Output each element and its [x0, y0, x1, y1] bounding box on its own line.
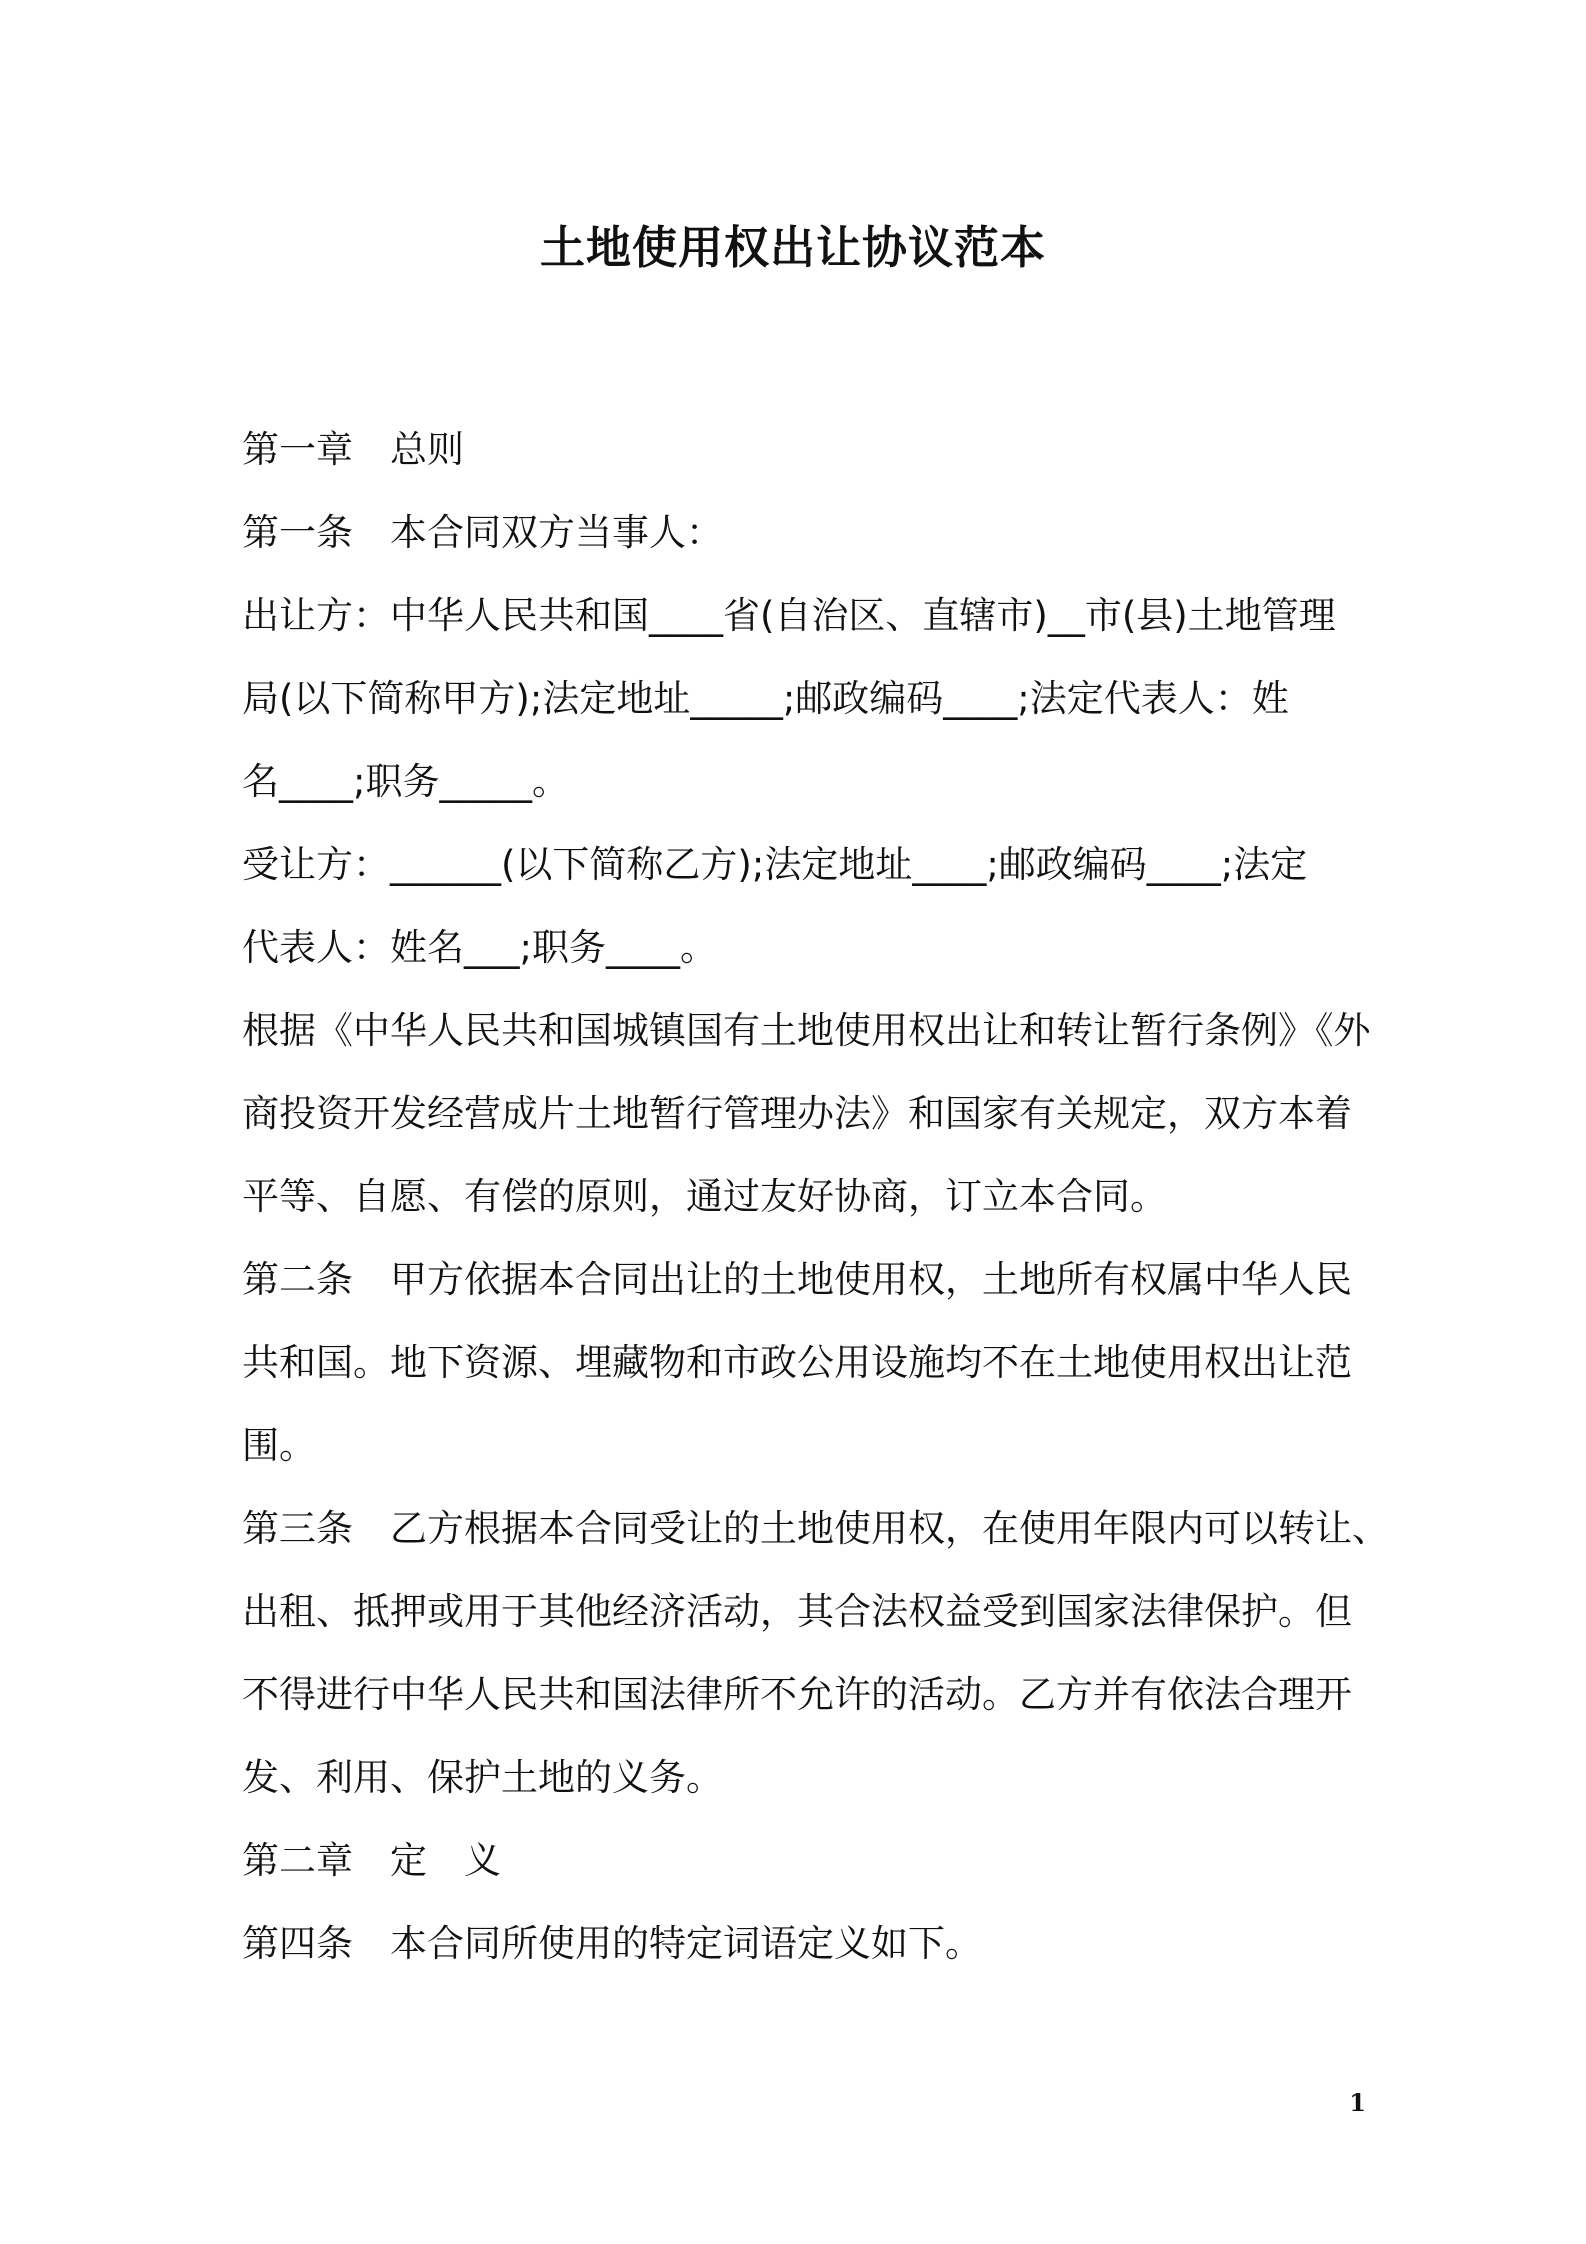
article-2-line-1: 第二条 甲方依据本合同出让的土地使用权，土地所有权属中华人民 — [242, 1258, 1352, 1301]
article-1-heading: 第一条 本合同双方当事人： — [242, 511, 723, 554]
document-title: 土地使用权出让协议范本 — [539, 221, 1046, 274]
document-body — [242, 408, 1389, 1985]
article-4-heading: 第四条 本合同所使用的特定词语定义如下。 — [242, 1922, 982, 1965]
transferor-line-3: 名____;职务_____。 — [242, 760, 569, 803]
article-3-line-1: 第三条 乙方根据本合同受让的土地使用权，在使用年限内可以转让、 — [242, 1507, 1389, 1550]
basis-line-1: 根据《中华人民共和国城镇国有土地使用权出让和转让暂行条例》《外 — [242, 1009, 1371, 1052]
transferee-line-1: 受让方：______(以下简称乙方);法定地址____;邮政编码____;法定 — [242, 843, 1308, 886]
transferor-line-2: 局(以下简称甲方);法定地址_____;邮政编码____;法定代表人：姓 — [242, 677, 1289, 720]
article-2-line-3: 围。 — [242, 1424, 316, 1467]
basis-line-3: 平等、自愿、有偿的原则，通过友好协商，订立本合同。 — [242, 1175, 1167, 1218]
transferor-line-1: 出让方：中华人民共和国____省(自治区、直辖市)__市(县)土地管理 — [242, 594, 1336, 637]
article-3-line-2: 出租、抵押或用于其他经济活动，其合法权益受到国家法律保护。但 — [242, 1590, 1352, 1633]
article-3-line-4: 发、利用、保护土地的义务。 — [242, 1756, 723, 1799]
page-number: 1 — [1349, 2088, 1366, 2117]
transferee-line-2: 代表人：姓名___;职务____。 — [242, 926, 717, 969]
chapter-2-heading: 第二章 定 义 — [242, 1839, 501, 1882]
chapter-1-heading: 第一章 总则 — [242, 428, 464, 471]
article-2-line-2: 共和国。地下资源、埋藏物和市政公用设施均不在土地使用权出让范 — [242, 1341, 1352, 1384]
article-3-line-3: 不得进行中华人民共和国法律所不允许的活动。乙方并有依法合理开 — [242, 1673, 1352, 1716]
basis-line-2: 商投资开发经营成片土地暂行管理办法》和国家有关规定，双方本着 — [242, 1092, 1352, 1135]
